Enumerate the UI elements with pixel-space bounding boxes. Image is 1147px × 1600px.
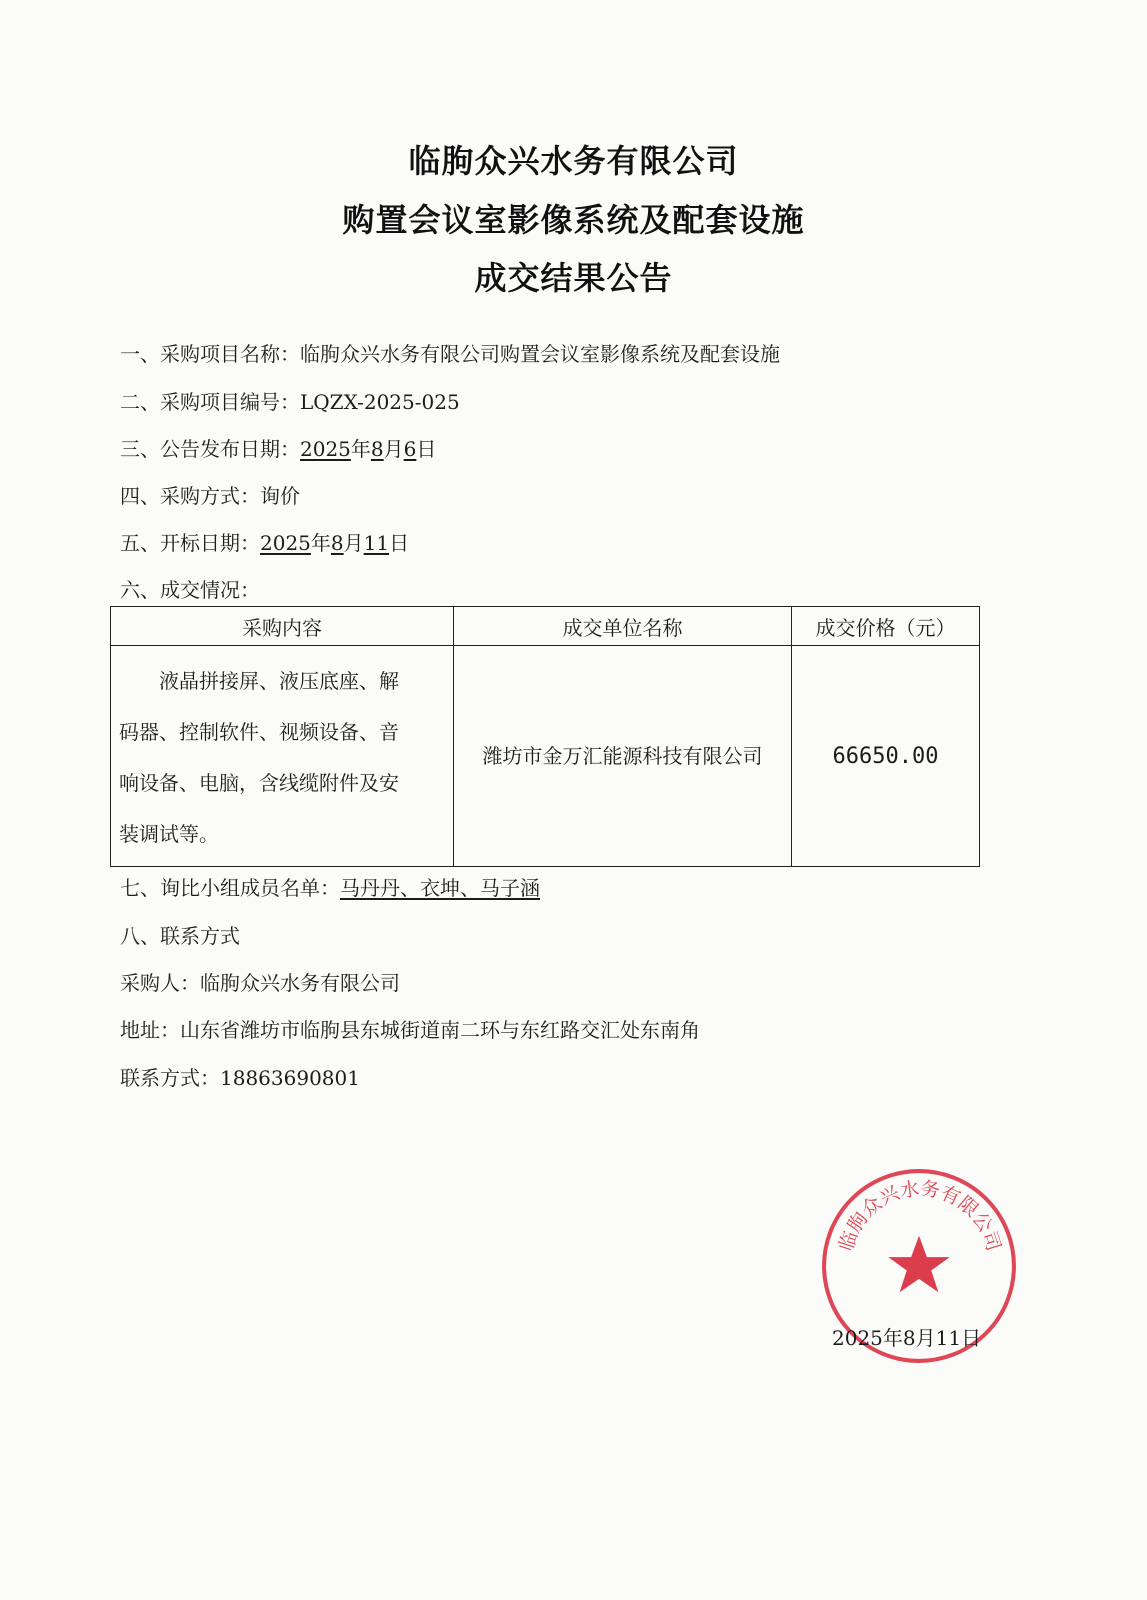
- seal-star-icon: [888, 1236, 949, 1293]
- year-char: 年: [310, 531, 331, 555]
- project-name-value: 临朐众兴水务有限公司购置会议室影像系统及配套设施: [300, 342, 780, 366]
- phone-label: 联系方式：: [120, 1066, 220, 1090]
- project-number-value: LQZX-2025-025: [300, 390, 460, 414]
- seal-text-path: 临朐众兴水务有限公司: [834, 1176, 1006, 1254]
- signature-date: 2025年8月11日: [832, 1326, 982, 1350]
- method-label: 四、采购方式：: [120, 484, 260, 508]
- month-char: 月: [383, 437, 404, 461]
- phone-value: 18863690801: [220, 1066, 360, 1090]
- price-cell: 66650.00: [792, 646, 980, 867]
- publish-year: 2025: [300, 437, 351, 461]
- open-date-line: [120, 531, 409, 555]
- header-supplier: 成交单位名称: [454, 607, 792, 646]
- buyer-label: 采购人：: [120, 971, 200, 995]
- content-line-1: 液晶拼接屏、液压底座、解: [159, 669, 399, 693]
- content-line-3: 响设备、电脑，含线缆附件及安: [119, 771, 399, 795]
- address-line: [120, 1018, 700, 1042]
- project-name-line: [120, 342, 780, 366]
- table-row: [111, 646, 980, 867]
- publish-month: 8: [370, 437, 384, 461]
- content-cell: [111, 646, 454, 867]
- open-month: 8: [330, 531, 344, 555]
- committee-line: [120, 876, 540, 900]
- address-label: 地址：: [120, 1018, 180, 1042]
- content-line-2: 码器、控制软件、视频设备、音: [119, 720, 399, 744]
- open-day: 11: [363, 531, 390, 555]
- day-char: 日: [416, 437, 437, 461]
- address-value: 山东省潍坊市临朐县东城街道南二环与东红路交汇处东南角: [180, 1018, 700, 1042]
- publish-day: 6: [403, 437, 417, 461]
- open-date-label: 五、开标日期：: [120, 531, 260, 555]
- method-line: [120, 484, 300, 508]
- committee-members: 马丹丹、衣坤、马子涵: [340, 876, 540, 900]
- content-line-4: 装调试等。: [119, 822, 219, 846]
- title-line-1: 临朐众兴水务有限公司: [408, 142, 739, 180]
- header-price: 成交价格（元）: [792, 607, 980, 646]
- month-char: 月: [343, 531, 364, 555]
- header-content: 采购内容: [111, 607, 454, 646]
- committee-label: 七、询比小组成员名单：: [120, 876, 340, 900]
- deal-label: 六、成交情况：: [120, 578, 260, 602]
- method-value: 询价: [260, 484, 300, 508]
- supplier-cell: 潍坊市金万汇能源科技有限公司: [454, 646, 792, 867]
- project-name-label: 一、采购项目名称：: [120, 342, 300, 366]
- title-line-2: 购置会议室影像系统及配套设施: [342, 201, 805, 239]
- buyer-value: 临朐众兴水务有限公司: [200, 971, 400, 995]
- project-number-line: [120, 390, 460, 414]
- contact-section-label: 八、联系方式: [120, 924, 240, 948]
- result-table: [110, 606, 980, 867]
- title-line-3: 成交结果公告: [474, 259, 673, 297]
- publish-date-line: [120, 437, 436, 461]
- publish-date-label: 三、公告发布日期：: [120, 437, 300, 461]
- year-char: 年: [350, 437, 371, 461]
- open-year: 2025: [260, 531, 311, 555]
- phone-line: [120, 1066, 360, 1090]
- buyer-line: [120, 971, 400, 995]
- project-number-label: 二、采购项目编号：: [120, 390, 300, 414]
- day-char: 日: [389, 531, 410, 555]
- table-header-row: [111, 607, 980, 646]
